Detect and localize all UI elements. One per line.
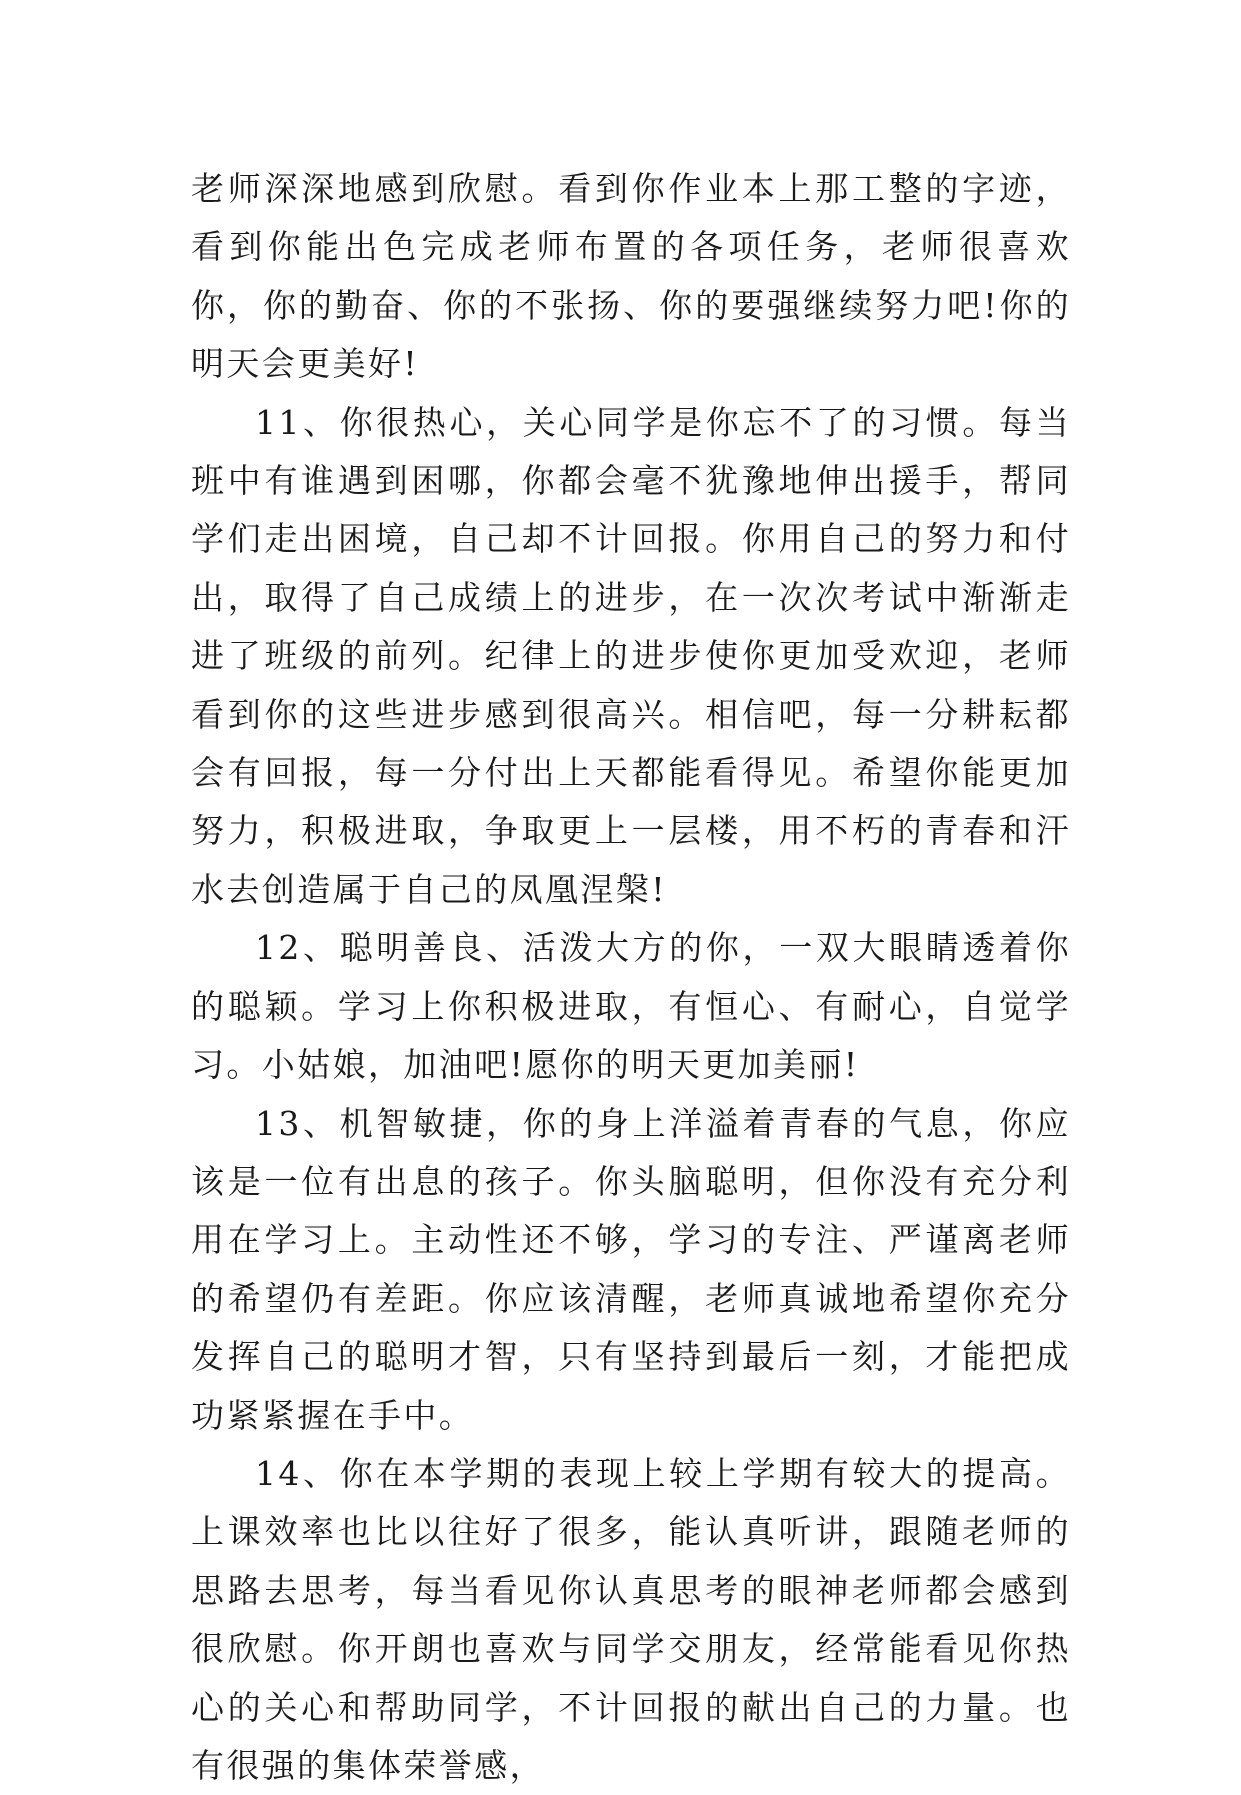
paragraph-comment-11: 11、你很热心，关心同学是你忘不了的习惯。每当班中有谁遇到困哪，你都会毫不犹豫地伸出援手，帮同学们走出困境，自己却不计回报。你用自己的努力和付出，取得了自己成绩上的进步，在一次次考试中渐渐走进了班级的前列。纪律上的进步使你更加受欢迎，老师看到你的这些进步感到很高兴。相信吧，每一分耕耘都会有回报，每一分付出上天都能看得见。希望你能更加努力，积极进取，争取更上一层楼，用不朽的青春和汗水去创造属于自己的凤凰涅槃!	[191, 402, 1071, 909]
paragraph-comment-13: 13、机智敏捷，你的身上洋溢着青春的气息，你应该是一位有出息的孩子。你头脑聪明，但你没有充分利用在学习上。主动性还不够，学习的专注、严谨离老师的希望仍有差距。你应该清醒，老师真诚地希望你充分发挥自己的聪明才智，只有坚持到最后一刻，才能把成功紧紧握在手中。	[191, 1103, 1071, 1435]
paragraph-comment-14: 14、你在本学期的表现上较上学期有较大的提高。上课效率也比以往好了很多，能认真听讲，跟随老师的思路去思考，每当看见你认真思考的眼神老师都会感到很欣慰。你开朗也喜欢与同学交朋友，经常能看见你热心的关心和帮助同学，不计回报的献出自己的力量。也有很强的集体荣誉感，	[191, 1453, 1071, 1785]
paragraph-continuation: 老师深深地感到欣慰。看到你作业本上那工整的字迹，看到你能出色完成老师布置的各项任务，老师很喜欢你，你的勤奋、你的不张扬、你的要强继续努力吧!你的明天会更美好!	[191, 169, 1071, 384]
paragraph-comment-12: 12、聪明善良、活泼大方的你，一双大眼睛透着你的聪颖。学习上你积极进取，有恒心、有耐心，自觉学习。小姑娘，加油吧!愿你的明天更加美丽!	[191, 928, 1071, 1085]
document-body	[191, 160, 1071, 1795]
